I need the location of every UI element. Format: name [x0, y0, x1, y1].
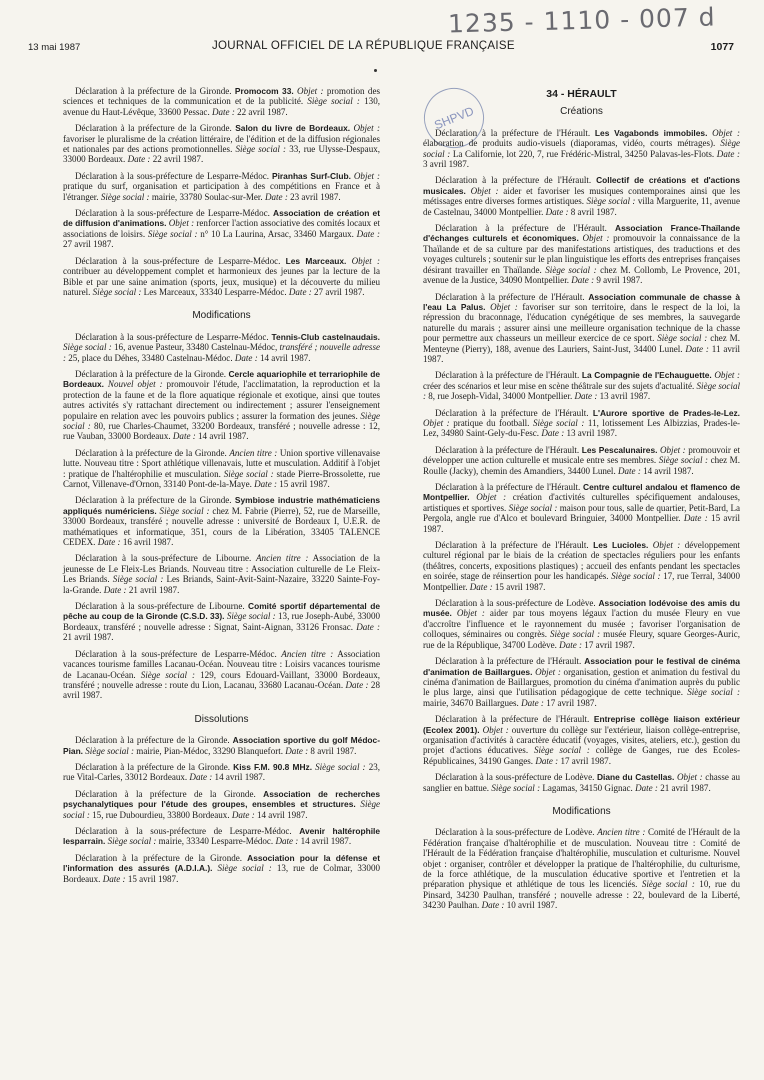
page-header — [28, 40, 734, 56]
notice-authority: Déclaration à la préfecture de la Gironde. — [75, 447, 230, 458]
notice-date: 17 avril 1987. — [558, 755, 611, 766]
association-name: L'Aurore sportive de Prades-le-Lez. — [592, 407, 740, 418]
date-label: Date : — [285, 745, 309, 756]
notice-body: chasse au sanglier en battue. — [423, 772, 740, 793]
notice-entry — [423, 772, 740, 793]
seat-label: Siège social : — [687, 687, 740, 698]
association-name: Piranhas Surf-Club. — [272, 170, 351, 181]
notice-body: ouverture du collège sur l'extérieur, liaison collège-entreprise, organisation d'activités à caractère éducatif (voyages, visites, ateliers, etc.), gestion du projet d'actions éducatives. — [423, 724, 741, 756]
field-label: Siège social : — [83, 745, 135, 756]
notice-entry — [63, 735, 380, 756]
notice-authority: Déclaration à la préfecture de la Gironde. — [75, 735, 233, 746]
date-label: Date : — [683, 513, 708, 524]
notice-authority: Déclaration à la sous-préfecture de Lesparre-Médoc. — [75, 331, 272, 342]
notice-entry — [63, 495, 380, 547]
field-label: Objet : — [578, 233, 610, 244]
notice-entry — [63, 553, 380, 595]
association-name: Collectif de créations et d'actions musicales. — [423, 175, 740, 196]
notice-body: organisation, gestion et animation du festival du cinéma d'animation de Baillargues, promotion du cinéma d'animation auprès du public le plus large, ainsi que l'utilisation pédagogique de cette technique. — [423, 666, 740, 698]
notice-body: aider par tous moyens légaux l'action du musée Fleury en vue d'accroître l'influence et le rayonnement du musée ; favoriser l'organisation de colloques, séminaires ou congrès. — [423, 608, 741, 640]
notice-body: 13, rue de Colmar, 33000 Bordeaux. — [63, 863, 380, 884]
seat-address: stade Pierre-Brossolette, rue Carnot, Villenave-d'Ornon, 33140 Pont-de-la-Maye. — [63, 468, 380, 489]
notice-body: promouvoir et développer une action culturelle et musicale entre ses membres. — [423, 444, 740, 466]
field-label: Siège social : — [224, 611, 276, 622]
notice-body: pratique du surf, organisation et participation à des compétitions en France et à l'étranger. — [63, 181, 380, 202]
department-heading: 34 - HÉRAULT — [546, 88, 617, 100]
field-label: Objet : — [707, 127, 740, 138]
notice-authority: Déclaration à la sous-préfecture de Lesparre-Médoc. — [75, 648, 282, 659]
seat-address: musée Fleury, square Georges-Auric, rue de la République, 34700 Lodève. — [423, 629, 740, 650]
notice-date: 27 avril 1987. — [63, 239, 114, 250]
seat-label: Siège social : — [235, 144, 287, 155]
left-dissolutions-heading: Dissolutions — [194, 713, 249, 725]
seat-label: Siège social : — [550, 629, 601, 640]
notice-date: 22 avril 1987. — [150, 154, 204, 165]
field-label: Objet : — [423, 417, 450, 428]
notice-entry — [423, 598, 740, 650]
notice-date: 21 avril 1987. — [657, 782, 711, 793]
seat-label: Siège social : — [641, 879, 695, 890]
notice-body: Association de la jeunesse de Le Fleix-Les Briands. Nouveau titre : Association culturelle de Le Fleix-Les Briands. — [63, 553, 380, 585]
seat-address: chez M. Roulle (Jacky), chemin des Amandiers, 34400 Lunel. — [423, 455, 740, 476]
field-label: Objet : — [451, 608, 485, 619]
date-label: Date : — [635, 782, 658, 793]
notice-entry — [63, 853, 380, 884]
notice-date: 23 avril 1987. — [287, 191, 341, 202]
notice-body: chez M. Fabrie (Pierre), 52, rue de Marseille, 33000 Bordeaux, transféré ; nouvelle adresse : université de Bordeaux I, U.E.R. de mathématiques et informatique, 351, cours de la Libération, 33405 TALENCE CEDEX. — [63, 505, 381, 548]
notice-authority: Déclaration à la préfecture de l'Hérault. — [435, 482, 584, 492]
notice-body: promotion des sciences et techniques de la communication et de la publicité. — [63, 86, 380, 107]
notice-date: 14 avril 1987. — [640, 465, 694, 476]
header-date: 13 mai 1987 — [28, 42, 81, 53]
seat-address: 80, rue Charles-Chaumet, 33200 Bordeaux, transféré ; nouvelle adresse : 12, rue Vauban, 33000 Bordeaux. — [63, 420, 380, 442]
header-title: JOURNAL OFFICIEL DE LA RÉPUBLIQUE FRANÇAISE — [212, 40, 515, 52]
date-label: Date : — [211, 106, 235, 117]
association-name: Association de recherches psychanalytiques pour l'étude des groupes, ensembles et structures. — [63, 788, 380, 810]
association-name: Les Vagabonds immobiles. — [594, 127, 708, 138]
field-label: Ancien titre : — [256, 553, 309, 564]
notice-date: 21 avril 1987. — [126, 584, 180, 595]
notice-body: Association vacances tourisme familles Lacanau-Océan. Nouveau titre : Loisirs vacances tourisme de Lacanau-Océan. — [63, 648, 381, 680]
notice-authority: Déclaration à la préfecture de la Gironde. — [75, 86, 235, 96]
date-label: Date : — [275, 836, 299, 847]
field-label: Siège social : — [105, 836, 157, 847]
field-label: Ancien titre : — [281, 648, 334, 659]
date-label: Date : — [574, 391, 598, 402]
notice-authority: Déclaration à la préfecture de l'Hérault. — [435, 444, 582, 455]
date-label: Date : — [254, 479, 277, 489]
association-name: Avenir haltérophile lesparrain. — [63, 825, 381, 847]
field-label: Ancien titre : — [597, 827, 646, 838]
left-creations-list — [63, 86, 380, 297]
seat-label: Siège social : — [657, 333, 708, 344]
notice-entry — [423, 223, 740, 285]
date-label: Date : — [535, 755, 559, 766]
date-label: Date : — [234, 352, 258, 363]
seat-address: n° 10 La Laurina, Arsac, 33460 Margaux. — [197, 228, 357, 239]
notice-body: pratique du football. — [449, 417, 533, 428]
notice-entry — [423, 175, 740, 217]
notice-body: 16, avenue Pasteur, 33480 Castelnau-Médoc, — [111, 342, 280, 353]
notice-entry — [63, 826, 380, 847]
field-label: Objet : — [166, 218, 195, 229]
association-name: Les Marceaux. — [285, 255, 347, 266]
field-label: Objet : — [711, 370, 740, 381]
field-label: Objet : — [465, 185, 499, 196]
association-name: Association lodévoise des amis du musée. — [423, 598, 740, 619]
date-label: Date : — [345, 679, 369, 690]
notice-entry — [423, 370, 740, 401]
notice-date: 14 avril 1987. — [212, 772, 266, 783]
notice-authority: Déclaration à la préfecture de l'Hérault. — [435, 223, 616, 234]
date-label: Date : — [288, 286, 312, 297]
seat-address: Les Marceaux, 33340 Lesparre-Médoc. — [141, 286, 289, 297]
seat-label: Siège social : — [658, 455, 709, 466]
date-label: Date : — [189, 772, 213, 783]
notice-entry — [423, 292, 740, 365]
seat-address: mairie, 33780 Soulac-sur-Mer. — [149, 191, 265, 202]
date-label: Date : — [127, 154, 151, 165]
notice-entry — [63, 448, 380, 490]
notice-entry — [63, 256, 380, 298]
field-label: Objet : — [469, 492, 507, 503]
seat-label: Siège social : — [545, 264, 597, 275]
seat-address: 130, avenue du Haut-Lévêque, 33600 Pessac. — [63, 96, 380, 117]
seat-address: chez M. Collomb, Le Provence, 201, avenue de la Justice, 34090 Montpellier. — [423, 264, 740, 286]
notice-authority: Déclaration à la sous-préfecture de Lesparre-Médoc. — [75, 255, 286, 266]
notice-date: 8 avril 1987. — [308, 745, 357, 756]
notice-authority: Déclaration à la sous-préfecture de Lodève. — [435, 827, 598, 838]
seat-label: Siège social : — [92, 286, 142, 297]
date-label: Date : — [469, 581, 493, 592]
notice-date: 22 avril 1987. — [234, 106, 288, 117]
seat-address: Lagamas, 34150 Gignac. — [540, 782, 636, 793]
date-label: Date : — [685, 343, 709, 354]
field-label: Siège social : — [312, 761, 366, 772]
notice-body: 13, rue Joseph-Aubé, 33000 Bordeaux, transféré ; nouvelle adresse : Signat, Saint-Aignan, 33126 Fronsac. — [63, 611, 380, 632]
field-label: Objet : — [350, 170, 380, 181]
notice-entry — [423, 128, 740, 170]
date-label: Date : — [356, 228, 380, 239]
seat-label: Siège social : — [611, 571, 661, 582]
notice-date: 14 avril 1987. — [257, 352, 311, 363]
notice-body: promouvoir la connaissance de la Thaïlande et de sa culture par des manifestations artistiques, des traductions et des voyages culturels ; soutenir sur le plan linguistique les efforts des entreprises françaises désirant travailler en Thaïlande. — [423, 233, 740, 275]
notice-date: 17 avril 1987. — [543, 697, 597, 708]
date-label: Date : — [231, 809, 255, 820]
notice-entry — [423, 445, 740, 476]
seat-label: Siège social : — [586, 196, 636, 207]
seat-address: mairie, 34670 Baillargues. — [423, 697, 522, 708]
notice-authority: Déclaration à la sous-préfecture de Libourne. — [75, 553, 257, 564]
notice-entry — [63, 789, 380, 820]
header-page-number: 1077 — [710, 41, 734, 53]
right-modifications-heading: Modifications — [552, 805, 611, 817]
seat-address: 17, rue Terral, 34000 Montpellier. — [423, 571, 740, 592]
ornament-dot — [374, 69, 377, 72]
notice-body: développement culturel régional par le biais de la création de spectacles réguliers pour les enfants (théâtres, concerts, expositions plastiques) ; accueil des enfants pendant les spectacles en soirée, stage de réinsertion pour les handicapés. — [423, 540, 740, 582]
field-label: Objet : — [657, 444, 686, 455]
seat-address: collège de Ganges, rue des Ecoles-Républicaines, 34190 Ganges. — [423, 745, 740, 766]
notice-date: 13 avril 1987. — [597, 391, 651, 402]
notice-authority: Déclaration à la préfecture de l'Hérault. — [435, 407, 593, 418]
field-label: Objet : — [532, 666, 561, 677]
right-column — [423, 89, 740, 917]
seat-address: 8, rue Joseph-Vidal, 34000 Montpellier. — [426, 391, 575, 402]
notice-entry — [63, 601, 380, 643]
association-name: Centre culturel andalou et flamenco de Montpellier. — [423, 482, 740, 503]
seat-label: Siège social : — [533, 417, 585, 428]
notice-entry — [423, 827, 740, 910]
notice-authority: Déclaration à la préfecture de la Gironde. — [75, 761, 234, 772]
seat-address: 10, rue du Pinsard, 34230 Paulhan, transféré ; nouvelle adresse : 22, boulevard de la Liberté, 34230 Paulhan. — [423, 879, 741, 911]
seat-address: chez M. Menteyne (Pierry), 188, avenue des Lauriers, Saint-Just, 34400 Lunel. — [423, 333, 740, 354]
notice-body: 15, rue Dubourdieu, 33800 Bordeaux. — [89, 809, 232, 820]
notice-body: renforcer l'action associative des comités locaux et associations de loisirs. — [63, 218, 380, 239]
seat-label: Siège social : — [533, 745, 590, 756]
notice-authority: Déclaration à la préfecture de la Gironde. — [75, 788, 264, 799]
notice-date: 11 avril 1987. — [423, 343, 740, 364]
seat-label: Siège social : — [491, 782, 541, 793]
notice-authority: Déclaration à la préfecture de l'Hérault. — [435, 540, 594, 551]
seat-label: Siège social : — [423, 138, 740, 159]
field-label: Siège social : — [156, 505, 210, 516]
association-name: Diane du Castellas. — [596, 772, 675, 783]
notice-entry — [63, 208, 380, 250]
association-name: La Compagnie de l'Echauguette. — [581, 370, 712, 381]
association-name: Comité sportif départemental de pêche au coup de la Gironde (C.S.D. 33). — [63, 601, 380, 622]
association-name: Association France-Thaïlande d'échanges culturels et économiques. — [423, 223, 741, 244]
association-name: Salon du livre de Bordeaux. — [235, 123, 351, 134]
notice-body: créer des scénarios et leur mise en scène théâtrale sur des sujets d'actualité. — [423, 380, 697, 391]
seat-label: Siège social : — [147, 228, 198, 239]
notice-authority: Déclaration à la préfecture de l'Hérault. — [435, 291, 589, 302]
association-name: Association communale de chasse à l'eau La Palus. — [423, 291, 741, 312]
right-modifications-list — [423, 827, 740, 910]
date-label: Date : — [571, 275, 595, 286]
seat-label: Siège social : — [100, 191, 150, 202]
seat-address: 129, cours Edouard-Vaillant, 33000 Bordeaux, transféré ; nouvelle adresse : route du Lion, Lacanau, 33680 Lacanau-Océan. — [63, 669, 380, 690]
field-label: Siège social : — [212, 863, 272, 874]
seat-address: Les Briands, Saint-Avit-Saint-Nazaire, 33220 Sainte-Foy-la-Grande. — [63, 574, 380, 595]
left-dissolutions-list — [63, 735, 380, 884]
date-label: Date : — [264, 191, 288, 202]
notice-date: 17 avril 1987. — [582, 639, 635, 650]
field-label: Objet : — [293, 86, 324, 96]
left-modifications-heading: Modifications — [192, 310, 251, 322]
notice-body: favoriser sur son territoire, dans le respect de la loi, la répression du braconnage, l'éducation cynégétique de ses membres, la sauvegarde naturelle du marais ; assurer ainsi une meilleure organisation technique de la chasse pour permettre aux chasseurs un meilleur exercice de ce sport. — [423, 301, 740, 344]
stamp-text: SHPVD — [432, 103, 476, 133]
notice-date: 16 avril 1987. — [120, 537, 174, 548]
notice-body: aider et favoriser les musiques contemporaines ainsi que les métissages entre diverses formes artistiques. — [423, 185, 740, 207]
seat-label: Siège social : — [307, 96, 360, 107]
notice-date: 10 avril 1987. — [504, 900, 558, 911]
date-label: Date : — [481, 900, 505, 911]
notice-body: création d'activités culturelles spécifiquement andalouses, artistiques et sportives. — [423, 492, 740, 513]
date-label: Date : — [545, 206, 569, 217]
handwritten-reference-number: 1235 - 1110 - 007 d — [447, 2, 716, 39]
notice-body: élaboration de produits audio-visuels (diaporamas, vidéo, courts métrages). — [423, 138, 721, 149]
notice-entry — [63, 332, 380, 363]
seat-label: Siège social : — [112, 574, 164, 585]
date-label: Date : — [97, 537, 121, 548]
notice-authority: Déclaration à la préfecture de l'Hérault. — [435, 714, 594, 725]
seat-address: 11, lotissement Les Albizzias, Prades-le-Lez, 34980 Saint-Gely-du-Fesc. — [423, 417, 740, 439]
notice-date: 3 avril 1987. — [423, 159, 469, 170]
field-label: Objet : — [485, 301, 518, 312]
notice-authority: Déclaration à la préfecture de la Gironde. — [75, 123, 236, 134]
left-modifications-list — [63, 332, 380, 701]
notice-date: 13 avril 1987. — [564, 428, 617, 439]
date-label: Date : — [103, 584, 127, 595]
right-creations-heading: Créations — [560, 106, 603, 118]
notice-authority: Déclaration à la sous-préfecture de Lesparre-Médoc. — [75, 170, 272, 181]
seat-label: Siège social : — [508, 502, 558, 513]
association-name: Association pour le festival de cinéma d'animation de Baillargues. — [423, 656, 740, 677]
notice-authority: Déclaration à la préfecture de la Gironde. — [75, 852, 248, 863]
seat-address: maison pour tous, salle de quartier, Petit-Bard, La Pergola, angle rue d'Alco et boulevard Bringuier, 34000 Montpellier. — [423, 502, 740, 524]
date-label: Date : — [716, 148, 740, 159]
notice-body: contribuer au développement complet et harmonieux des jeunes par la lecture de la Bible et par une saine animation (sports, jeux, musique) et la découverte du milieu naturel. — [63, 266, 380, 297]
association-name: Kiss F.M. 90.8 MHz. — [233, 761, 313, 772]
notice-authority: Déclaration à la sous-préfecture de Lesparre-Médoc. — [75, 825, 300, 836]
notice-authority: Déclaration à la préfecture de l'Hérault. — [435, 370, 582, 381]
notice-date: 21 avril 1987. — [63, 632, 114, 643]
notice-body: Comité de l'Hérault de la Fédération française d'haltérophilie et de musculation. Nouveau titre : Comité de l'Hérault de la Fédération française d'haltérophilie, musculation et culturisme. Nouvel objet : organiser, contrôler et développer la pratique de l'haltérophilie, du culturisme, de la force athlétique, de la musculation éducative sportive et l'entretien et la préparation physique et athlétique de tous les licenciés. — [423, 827, 741, 890]
notice-authority: Déclaration à la sous-préfecture de Lesparre-Médoc. — [75, 208, 274, 219]
notice-body: promouvoir l'étude, l'acclimatation, la reproduction et la protection de la faune et de la flore aquatique régionale et exotique, ainsi que toutes autres activités s'y rattachant directement ou indirectement ; assurer l'enseignement populaire en relation avec les pouvoirs publics ; assurer la formation des jeunes. — [63, 379, 380, 421]
field-label: Siège social : — [63, 342, 112, 353]
field-label: Nouvel objet : — [103, 379, 163, 390]
seat-address: La Californie, lot 220, 7, rue Frédéric-Mistral, 34250 Palavas-les-Flots. — [450, 148, 717, 159]
notice-date: 14 avril 1987. — [254, 809, 308, 820]
notice-entry — [63, 762, 380, 783]
notice-authority: Déclaration à la sous-préfecture de Lodève. — [435, 598, 599, 609]
notice-date: 15 avril 1987. — [125, 873, 179, 884]
association-name: Association pour la défense et l'information des assurés (A.D.I.A.). — [63, 852, 380, 874]
field-label: Objet : — [674, 772, 703, 783]
notice-authority: Déclaration à la préfecture de l'Hérault. — [435, 656, 585, 667]
association-name: Association de création et de diffusion d'animations. — [63, 208, 380, 229]
association-name: Les Pescalunaires. — [581, 444, 658, 455]
notice-entry — [63, 171, 380, 202]
notice-entry — [423, 408, 740, 439]
association-name: Association sportive du golf Médoc-Pian. — [63, 735, 380, 756]
date-label: Date : — [617, 465, 641, 476]
seat-address: villa Marguerite, 11, avenue de Castelnau, 34000 Montpellier. — [423, 196, 740, 217]
notice-date: 27 avril 1987. — [311, 286, 365, 297]
date-label: Date : — [102, 873, 126, 884]
right-creations-list — [423, 128, 740, 793]
notice-entry — [423, 540, 740, 592]
notice-entry — [423, 656, 740, 708]
date-label: Date : — [172, 431, 196, 442]
association-name: Entreprise collège liaison extérieur (Ecolex 2001). — [423, 714, 740, 735]
date-label: Date : — [356, 621, 380, 632]
field-label: Objet : — [479, 724, 509, 735]
notice-entry — [423, 714, 740, 766]
notice-body: mairie, Pian-Médoc, 33290 Blanquefort. — [134, 745, 286, 756]
seat-label: Siège social : — [223, 468, 274, 479]
notice-entry — [63, 369, 380, 442]
notice-authority: Déclaration à la sous-préfecture de Lodève. — [435, 772, 597, 783]
field-label: Ancien titre : — [229, 447, 278, 458]
association-name: Cercle aquariophile et terrariophile de Bordeaux. — [63, 368, 381, 390]
field-label: Objet : — [350, 123, 380, 134]
notice-date: 9 avril 1987. — [594, 275, 643, 286]
notice-authority: Déclaration à la préfecture de l'Hérault. — [435, 175, 597, 186]
date-label: Date : — [559, 639, 583, 650]
left-column — [63, 86, 380, 890]
notice-body: 23, rue Vital-Carles, 33012 Bordeaux. — [63, 761, 380, 783]
notice-date: 14 avril 1987. — [195, 431, 249, 442]
notice-body: mairie, 33340 Lesparre-Médoc. — [156, 836, 276, 847]
notice-date: 28 avril 1987. — [63, 679, 380, 701]
seat-label: transféré ; nouvelle adresse : — [63, 342, 380, 363]
notice-authority: Déclaration à la préfecture de la Gironde. — [75, 368, 229, 379]
notice-date: 15 avril 1987. — [423, 513, 740, 534]
notice-date: 15 avril 1987. — [492, 581, 546, 592]
notice-date: 14 avril 1987. — [298, 836, 352, 847]
notice-body: Union sportive villenavaise lutte. Nouveau titre : Sport athlétique villenavais, lutte et musculation. Additif à l'objet : pratique de l'haltérophilie et musculation. — [63, 447, 380, 479]
seat-address: 33, rue Ulysse-Despaux, 33000 Bordeaux. — [63, 144, 380, 165]
association-name: Symbiose industrie mathématiciens appliqués numériciens. — [63, 495, 380, 516]
notice-date: 15 avril 1987. — [277, 479, 330, 489]
notice-entry — [63, 123, 380, 165]
field-label: Objet : — [346, 255, 381, 266]
field-label: Objet : — [648, 540, 681, 551]
notice-entry — [63, 86, 380, 117]
association-name: Promocom 33. — [234, 86, 294, 96]
association-name: Tennis-Club castelnaudais. — [271, 331, 381, 342]
notice-entry — [423, 482, 740, 534]
association-name: Les Lucioles. — [593, 540, 649, 551]
date-label: Date : — [521, 697, 544, 708]
seat-address: 25, place du Déhes, 33480 Castelnau-Médoc. — [66, 352, 235, 363]
seat-label: Siège social : — [140, 669, 196, 680]
notice-date: 8 avril 1987. — [568, 206, 617, 217]
field-label: Siège social : — [63, 799, 381, 820]
notice-entry — [63, 649, 380, 701]
notice-authority: Déclaration à la sous-préfecture de Libourne. — [75, 601, 249, 612]
seat-label: Siège social : — [63, 410, 380, 431]
notice-body: favoriser le pluralisme de la création littéraire, de l'édition et de la diffusion régionales et nationales par des actions promotionnelles. — [63, 133, 380, 155]
date-label: Date : — [541, 428, 565, 439]
seat-label: Siège social : — [423, 380, 741, 402]
notice-authority: Déclaration à la préfecture de l'Hérault. — [435, 127, 595, 138]
notice-authority: Déclaration à la préfecture de la Gironde. — [75, 495, 235, 506]
